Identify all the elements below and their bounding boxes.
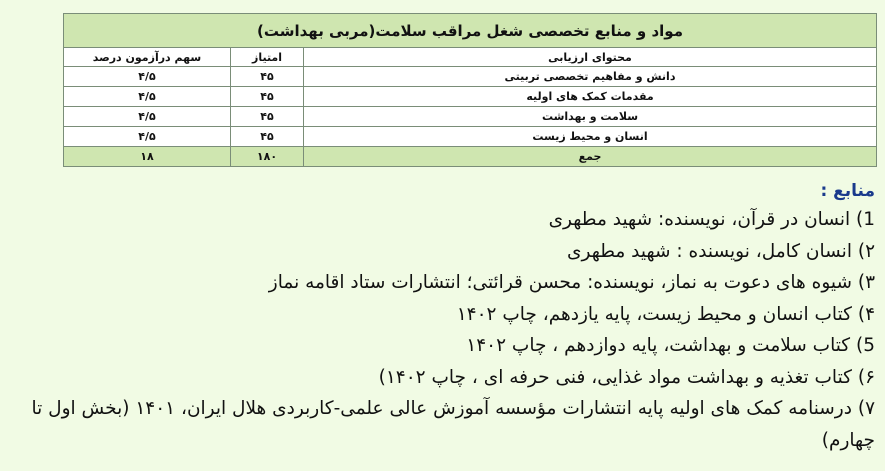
table-header-row <box>64 48 877 67</box>
source-item: ۳) شیوه های دعوت به نماز، نویسنده: محسن قرائتی؛ انتشارات ستاد اقامه نماز <box>268 272 875 293</box>
sources-section <box>8 178 875 456</box>
header-share: سهم درآزمون درصد <box>64 48 231 67</box>
row-share: ۴/۵ <box>64 67 231 87</box>
row-score: ۴۵ <box>231 87 304 107</box>
table-total-row <box>64 147 877 167</box>
sources-heading: منابع : <box>820 181 875 201</box>
row-score: ۴۵ <box>231 67 304 87</box>
header-content: محتوای ارزیابی <box>304 48 877 67</box>
materials-table <box>63 13 877 167</box>
row-topic: مقدمات کمک های اولیه <box>304 87 877 107</box>
row-share: ۴/۵ <box>64 87 231 107</box>
source-item: 1) انسان در قرآن، نویسنده: شهید مطهری <box>548 209 875 230</box>
table-row <box>64 107 877 127</box>
source-item: 5) کتاب سلامت و بهداشت، پایه دوازدهم ، چاپ ۱۴۰۲ <box>466 335 875 356</box>
row-score: ۴۵ <box>231 127 304 147</box>
source-item: ۴) کتاب انسان و محیط زیست، پایه یازدهم، چاپ ۱۴۰۲ <box>456 303 875 325</box>
source-item: ۶) کتاب تغذیه و بهداشت مواد غذایی، فنی حرفه ای ، چاپ ۱۴۰۲) <box>378 366 875 388</box>
table-title: مواد و منابع تخصصی شغل مراقب سلامت(مربی بهداشت) <box>64 14 877 48</box>
table-row <box>64 67 877 87</box>
row-share: ۴/۵ <box>64 107 231 127</box>
row-topic: انسان و محیط زیست <box>304 127 877 147</box>
total-label: جمع <box>304 147 877 167</box>
row-topic: دانش و مفاهیم تخصصی تربیتی <box>304 67 877 87</box>
source-item: ۲) انسان کامل، نویسنده : شهید مطهری <box>567 240 875 262</box>
row-topic: سلامت و بهداشت <box>304 107 877 127</box>
total-share: ۱۸ <box>64 147 231 167</box>
row-share: ۴/۵ <box>64 127 231 147</box>
table-row <box>64 127 877 147</box>
row-score: ۴۵ <box>231 107 304 127</box>
sources-list <box>8 204 875 456</box>
total-score: ۱۸۰ <box>231 147 304 167</box>
table-row <box>64 87 877 107</box>
source-item: ۷) درسنامه کمک های اولیه پایه انتشارات مؤسسه آموزش عالی علمی-کاربردی هلال ایران، ۱۴۰۱ (بخش اول تا چهارم) <box>31 398 875 451</box>
header-score: امتیاز <box>231 48 304 67</box>
